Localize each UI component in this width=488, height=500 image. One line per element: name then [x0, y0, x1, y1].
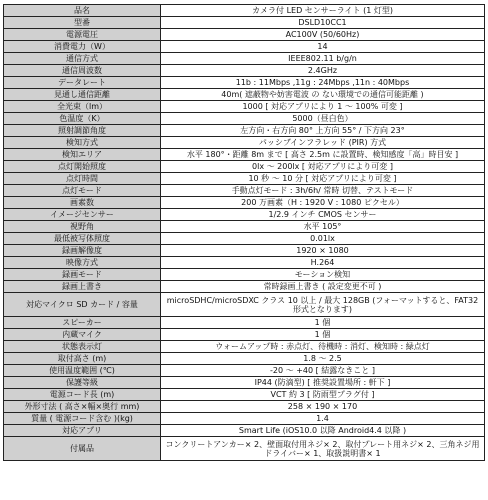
spec-value: パッシブインフラレッド (PIR) 方式 [161, 137, 485, 149]
spec-row [4, 89, 485, 101]
spec-label: 録画上書き [4, 281, 161, 293]
spec-label: 使用温度範囲 (℃) [4, 365, 161, 377]
spec-value: 手動点灯モード : 3h/6h/ 常時 切替、テストモード [161, 185, 485, 197]
spec-value: 14 [161, 41, 485, 53]
spec-label: 消費電力（W） [4, 41, 161, 53]
spec-row [4, 365, 485, 377]
spec-row [4, 29, 485, 41]
spec-row [4, 293, 485, 317]
spec-row [4, 269, 485, 281]
spec-table-body [4, 5, 485, 461]
spec-label: 電源電圧 [4, 29, 161, 41]
spec-value: 1.8 ～ 2.5 [161, 353, 485, 365]
spec-value: 1920 × 1080 [161, 245, 485, 257]
spec-value: 1 個 [161, 317, 485, 329]
spec-value: VCT 約 3 [ 防雨型プラグ付 ] [161, 389, 485, 401]
spec-label: スピーカー [4, 317, 161, 329]
spec-table [3, 4, 485, 461]
spec-label: 見通し通信距離 [4, 89, 161, 101]
spec-label: 付属品 [4, 437, 161, 461]
spec-label: 通信周波数 [4, 65, 161, 77]
spec-label: 対応マイクロ SD カード / 容量 [4, 293, 161, 317]
spec-row [4, 341, 485, 353]
spec-row [4, 77, 485, 89]
spec-label: 点灯時間 [4, 173, 161, 185]
spec-row [4, 5, 485, 17]
spec-label: 状態表示灯 [4, 341, 161, 353]
spec-label: 全光束（lm） [4, 101, 161, 113]
spec-label: 取付高さ (m) [4, 353, 161, 365]
spec-label: データレート [4, 77, 161, 89]
spec-value: 200 万画素（H : 1920 V : 1080 ピクセル） [161, 197, 485, 209]
spec-row [4, 257, 485, 269]
spec-value: AC100V (50/60Hz) [161, 29, 485, 41]
spec-row [4, 233, 485, 245]
spec-value: 水平 180°・距離 8m まで [ 高さ 2.5m に設置時、検知感度「高」時目安 ] [161, 149, 485, 161]
spec-value: -20 ～ +40 [ 結露なきこと ] [161, 365, 485, 377]
spec-value: 5000（昼白色） [161, 113, 485, 125]
spec-value: 1000 [ 対応アプリにより 1 ～ 100% 可変 ] [161, 101, 485, 113]
spec-label: 電源コード長 (m) [4, 389, 161, 401]
spec-row [4, 65, 485, 77]
spec-value: 11b : 11Mbps ,11g : 24Mbps ,11n : 40Mbps [161, 77, 485, 89]
spec-label: 点灯開始照度 [4, 161, 161, 173]
spec-value: DSLD10CC1 [161, 17, 485, 29]
spec-value: Smart Life (iOS10.0 以降 Android4.4 以降 ) [161, 425, 485, 437]
spec-label: 映像方式 [4, 257, 161, 269]
spec-label: 通信方式 [4, 53, 161, 65]
spec-label: 最低被写体照度 [4, 233, 161, 245]
spec-label: 検知方式 [4, 137, 161, 149]
spec-row [4, 377, 485, 389]
spec-label: 品名 [4, 5, 161, 17]
spec-value: 40m( 遮蔽物や妨害電波 の ない環境での通信可能距離 ) [161, 89, 485, 101]
spec-value: microSDHC/microSDXC クラス 10 以上 / 最大 128GB (フォーマットすると、FAT32 形式となります) [161, 293, 485, 317]
spec-value: モーション検知 [161, 269, 485, 281]
spec-label: 照射調節角度 [4, 125, 161, 137]
spec-row [4, 281, 485, 293]
spec-label: 検知エリア [4, 149, 161, 161]
spec-label: 質量 ( 電源コード含む )(kg) [4, 413, 161, 425]
spec-row [4, 317, 485, 329]
spec-row [4, 137, 485, 149]
spec-row [4, 401, 485, 413]
spec-row [4, 41, 485, 53]
spec-label: 点灯モード [4, 185, 161, 197]
spec-value: 258 × 190 × 170 [161, 401, 485, 413]
spec-label: 内蔵マイク [4, 329, 161, 341]
spec-row [4, 209, 485, 221]
spec-row [4, 197, 485, 209]
spec-row [4, 185, 485, 197]
spec-row [4, 173, 485, 185]
spec-row [4, 17, 485, 29]
spec-value: カメラ付 LED センサーライト (1 灯型) [161, 5, 485, 17]
spec-value: 0lx ～ 200lx [ 対応アプリにより可変 ] [161, 161, 485, 173]
spec-label: 録画モード [4, 269, 161, 281]
spec-label: 保護等級 [4, 377, 161, 389]
spec-row [4, 149, 485, 161]
spec-row [4, 437, 485, 461]
spec-label: 対応アプリ [4, 425, 161, 437]
spec-row [4, 113, 485, 125]
spec-value: IEEE802.11 b/g/n [161, 53, 485, 65]
spec-value: 1.4 [161, 413, 485, 425]
spec-value: H.264 [161, 257, 485, 269]
spec-value: 左方向・右方向 80° 上方向 55° / 下方向 23° [161, 125, 485, 137]
spec-row [4, 101, 485, 113]
spec-value: IP44 (防滴型) [ 推奨設置場所 : 軒下 ] [161, 377, 485, 389]
spec-row [4, 329, 485, 341]
spec-value: ウォームアップ時 : 赤点灯、待機時 : 消灯、検知時 : 緑点灯 [161, 341, 485, 353]
spec-row [4, 53, 485, 65]
spec-label: イメージセンサー [4, 209, 161, 221]
spec-value: 水平 105° [161, 221, 485, 233]
spec-label: 録画解像度 [4, 245, 161, 257]
spec-row [4, 245, 485, 257]
spec-label: 外形寸法 ( 高さ×幅×奥行 mm) [4, 401, 161, 413]
spec-value: 1/2.9 インチ CMOS センサー [161, 209, 485, 221]
spec-value: 1 個 [161, 329, 485, 341]
spec-value: 0.01lx [161, 233, 485, 245]
spec-row [4, 221, 485, 233]
spec-row [4, 389, 485, 401]
spec-row [4, 353, 485, 365]
spec-label: 視野角 [4, 221, 161, 233]
spec-row [4, 413, 485, 425]
spec-row [4, 125, 485, 137]
spec-label: 型番 [4, 17, 161, 29]
spec-value: 2.4GHz [161, 65, 485, 77]
spec-value: 10 秒 ～ 10 分 [ 対応アプリにより可変 ] [161, 173, 485, 185]
spec-value: コンクリートアンカー× 2、壁面取付用ネジ× 2、取付プレート用ネジ× 2、三角ネジ用ドライバー× 1、取扱説明書× 1 [161, 437, 485, 461]
spec-row [4, 161, 485, 173]
spec-row [4, 425, 485, 437]
spec-label: 色温度（K） [4, 113, 161, 125]
spec-label: 画素数 [4, 197, 161, 209]
spec-value: 常時録画上書き ( 設定変更不可 ) [161, 281, 485, 293]
